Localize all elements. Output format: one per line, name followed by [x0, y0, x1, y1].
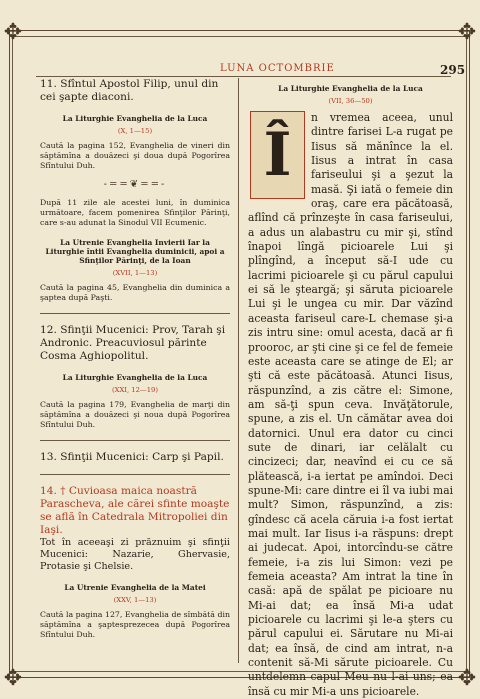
gospel-text: n vremea aceea, unul dintre farisei L-a rugat pe Iisus să mănînce la el. Iisus a intrat în casa fariseului şi a şezut la masă. Şi iată o femeie din oraş, care era păcătoasă, aflînd că prînzeşte în casa fariseului, a adus un alabastru cu mir şi, stînd înapoi lîngă picioarele Lui şi plîngînd, a început să-I ude cu lacrimi picioarele şi cu părul capului ei să le şteargă; şi săruta picioarele Lui şi le ungea cu mir. Dar văzînd aceasta fariseul care-L chemase şi-a zis intru sine: omul acesta, dacă ar fi prooroc, ar şti cine şi ce fel de femeie este aceasta care se atinge de El; ar şti că este păcătoasă. Atunci Iisus, răspunzînd, a zis către el: Simone, am să-ţi spun ceva. Invăţătorule, spune, a zis el. Un cămătar avea doi datornici. Unul era dator cu cinci sute de dinari, iar celălalt cu cincizeci; dar, neavînd ei cu ce să plătească, i-a iertat pe amîndoi. Deci spune-Mi: care dintre ei îl va iubi mai mult? Simon, răspunzînd, a zis: gîndesc că acela căruia i-a fost iertat mai mult. Iar Iisus i-a răspuns: drept ai judecat. Apoi, intorcîndu-se către femeie, i-a zis lui Simon: vezi pe femeia aceasta? Am intrat la tine în casă: apă de spălat pe picioare nu Mi-ai dat; ea însă Mi-a udat picioarele cu lacrimi şi le-a şters cu părul capului ei. Sărutare nu Mi-ai dat; ea însă, de cind am intrat, n-a contenit să-Mi sărute picioarele. Cu untdelemn capul Meu nu l-ai uns; ea însă cu mir Mi-a uns picioarele. [248, 111, 453, 698]
feast-12-liturgy-title: La Liturghie Evanghelia de la Luca [62, 373, 208, 382]
section-divider [40, 440, 230, 441]
drop-cap-letter: Î [250, 111, 305, 199]
utrenie-reference: (XVII, 1—13) [112, 269, 158, 277]
running-header: LUNA OCTOMBRIE [220, 63, 335, 74]
feast-11-reference: (X, 1—15) [117, 127, 153, 135]
section-divider [40, 313, 230, 314]
feast-14-text: Caută la pagina 127, Evanghelia de sîmbătă din săptămîna a şaptesprezecea după Pogorîrea Sfîntului Duh. [40, 610, 230, 639]
feast-14-title: 14. † Cuvioasa maica noastră Parascheva, ale cărei sfinte moaşte se află în Catedrala Mitropoliei din Iaşi. [40, 485, 230, 536]
header-divider [36, 76, 451, 77]
gospel-liturgy-title: La Liturghie Evanghelia de la Luca [278, 84, 423, 93]
utrenie-text: Caută la pagina 45, Evanghelia din duminica a şaptea după Paşti. [40, 283, 230, 302]
feast-14-utrenie-title: La Utrenie Evanghelia de la Matei [64, 583, 206, 592]
sunday-fathers-text: După 11 zile ale acestei luni, în duminica următoare, facem pomenirea Sfinţilor Părinţi, care s-au adunat la Sinodul VII Ecumenic. [40, 198, 230, 227]
feast-14-reference: (XXV, 1—13) [113, 596, 157, 604]
feast-11-text: Caută la pagina 152, Evanghelia de vineri din săptămîna a douăzeci şi doua după Pogorîrea Sfîntului Duh. [40, 141, 230, 170]
feast-14-martyrs-text: Tot în aceeaşi zi prăznuim şi sfinţii Mucenici: Nazarie, Ghervasie, Protasie şi Chelsie. [40, 537, 230, 572]
column-divider [238, 78, 239, 663]
feast-11-liturgy-title: La Liturghie Evanghelia de la Luca [62, 114, 208, 123]
ornament-divider: -==❦==- [103, 179, 167, 190]
feast-12-title: 12. Sfinţii Mucenici: Prov, Tarah şi Andronic. Preacuviosul părinte Cosma Aghiopolitul. [40, 324, 226, 362]
feast-12-reference: (XXI, 12—19) [111, 386, 159, 394]
corner-ornament-icon: ✥ [457, 20, 477, 45]
gospel-reference: (VII, 36—50) [328, 97, 373, 105]
left-column [40, 78, 230, 640]
corner-ornament-icon: ✥ [3, 666, 23, 691]
page-number: 295 [440, 63, 466, 77]
right-column [248, 78, 453, 699]
section-divider [40, 474, 230, 475]
utrenie-title: La Utrenie Evanghelia Invierii Iar la Liturghie întii Evanghelia duminicii, apoi a Sfinţilor Părinţi, de la Ioan [45, 238, 225, 265]
feast-13-title: 13. Sfinţii Mucenici: Carp şi Papil. [40, 451, 224, 463]
feast-11-title: 11. Sfîntul Apostol Filip, unul din cei şapte diaconi. [40, 78, 219, 103]
feast-12-text: Caută la pagina 179, Evanghelia de marţi din săptămîna a douăzeci şi noua după Pogorîrea Sfîntului Duh. [40, 400, 230, 429]
corner-ornament-icon: ✥ [3, 20, 23, 45]
corner-ornament-icon: ✥ [457, 666, 477, 691]
